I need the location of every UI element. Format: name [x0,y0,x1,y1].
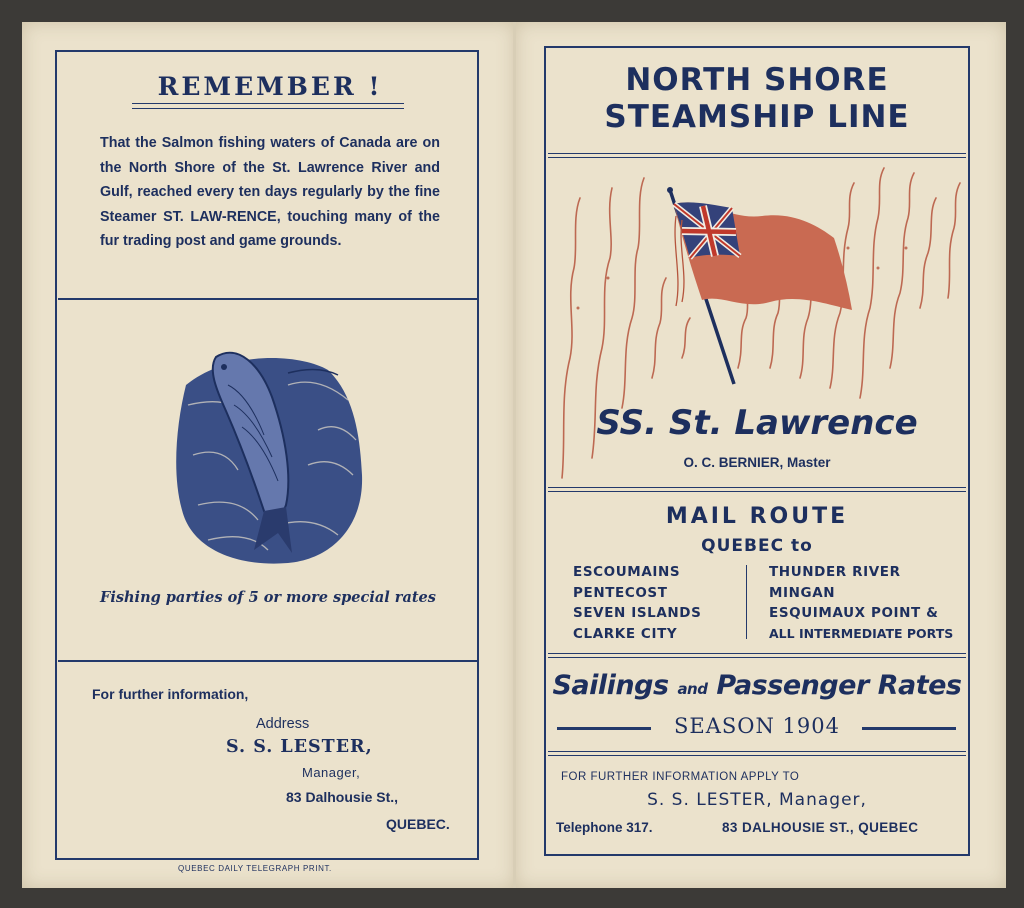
sailings-word: Sailings [552,670,669,701]
heading-rule [132,108,404,109]
season-label: SEASON 1904 [674,714,840,738]
port-item: SEVEN ISLANDS [573,605,702,621]
red-ensign-flag-icon [666,186,858,386]
further-info-label: For further information, [92,686,249,702]
ship-master: O. C. BERNIER, Master [683,455,831,470]
port-item: PENTECOST [573,584,668,601]
salmon-illustration [168,345,368,570]
sailings-heading [548,670,966,701]
heading-rule [132,103,404,104]
port-item: ESQUIMAUX POINT & [769,605,939,621]
divider-sailings [548,751,966,752]
company-title-line2: STEAMSHIP LINE [604,99,910,135]
contact-title: Manager, [302,765,361,780]
remember-heading: REMEMBER ! [157,72,383,101]
port-item: CLARKE CITY [573,625,678,642]
company-title [548,62,966,136]
fishing-parties-note: Fishing parties of 5 or more special rates [100,589,436,606]
mail-route-heading: MAIL ROUTE [665,504,849,529]
printer-credit: QUEBEC DAILY TELEGRAPH PRINT. [178,864,332,873]
ship-name: SS. St. Lawrence [596,403,918,443]
season-rule-right [862,727,956,730]
port-item: ALL INTERMEDIATE PORTS [769,625,954,641]
telephone: Telephone 317. [556,820,653,835]
divider-route [548,657,966,658]
street-address: 83 DALHOUSIE ST., QUEBEC [722,820,919,835]
address-label: Address [256,716,310,732]
ports-list-left [573,562,701,644]
port-item: MINGAN [769,584,836,601]
contact-line: S. S. LESTER, Manager, [647,790,867,810]
remember-text: That the Salmon fishing waters of Canada are on the North Shore of the St. Lawrence River and Gulf, reached every ten days regularly by the fine Steamer ST. LAW-RENCE, touching many of the fur trading post and game grounds. [100,135,440,249]
contact-street: 83 Dalhousie St., [286,789,399,805]
and-word: and [677,680,708,698]
port-item: THUNDER RIVER [769,564,901,580]
ports-divider [746,565,747,639]
passenger-rates-word: Passenger Rates [716,670,962,701]
divider-remember [58,298,477,300]
route-origin: QUEBEC to [701,536,813,556]
divider-contact [58,660,477,662]
divider-route [548,653,966,654]
ports-list-right [769,562,953,644]
contact-name: S. S. LESTER, [226,737,373,757]
contact-city: QUEBEC. [386,816,450,832]
apply-text: FOR FURTHER INFORMATION APPLY TO [561,771,800,783]
divider-title [548,153,966,154]
divider-sailings [548,755,966,756]
port-item: ESCOUMAINS [573,564,681,580]
divider-ship [548,491,966,492]
company-title-line1: NORTH SHORE [625,62,889,98]
center-fold [513,22,516,888]
